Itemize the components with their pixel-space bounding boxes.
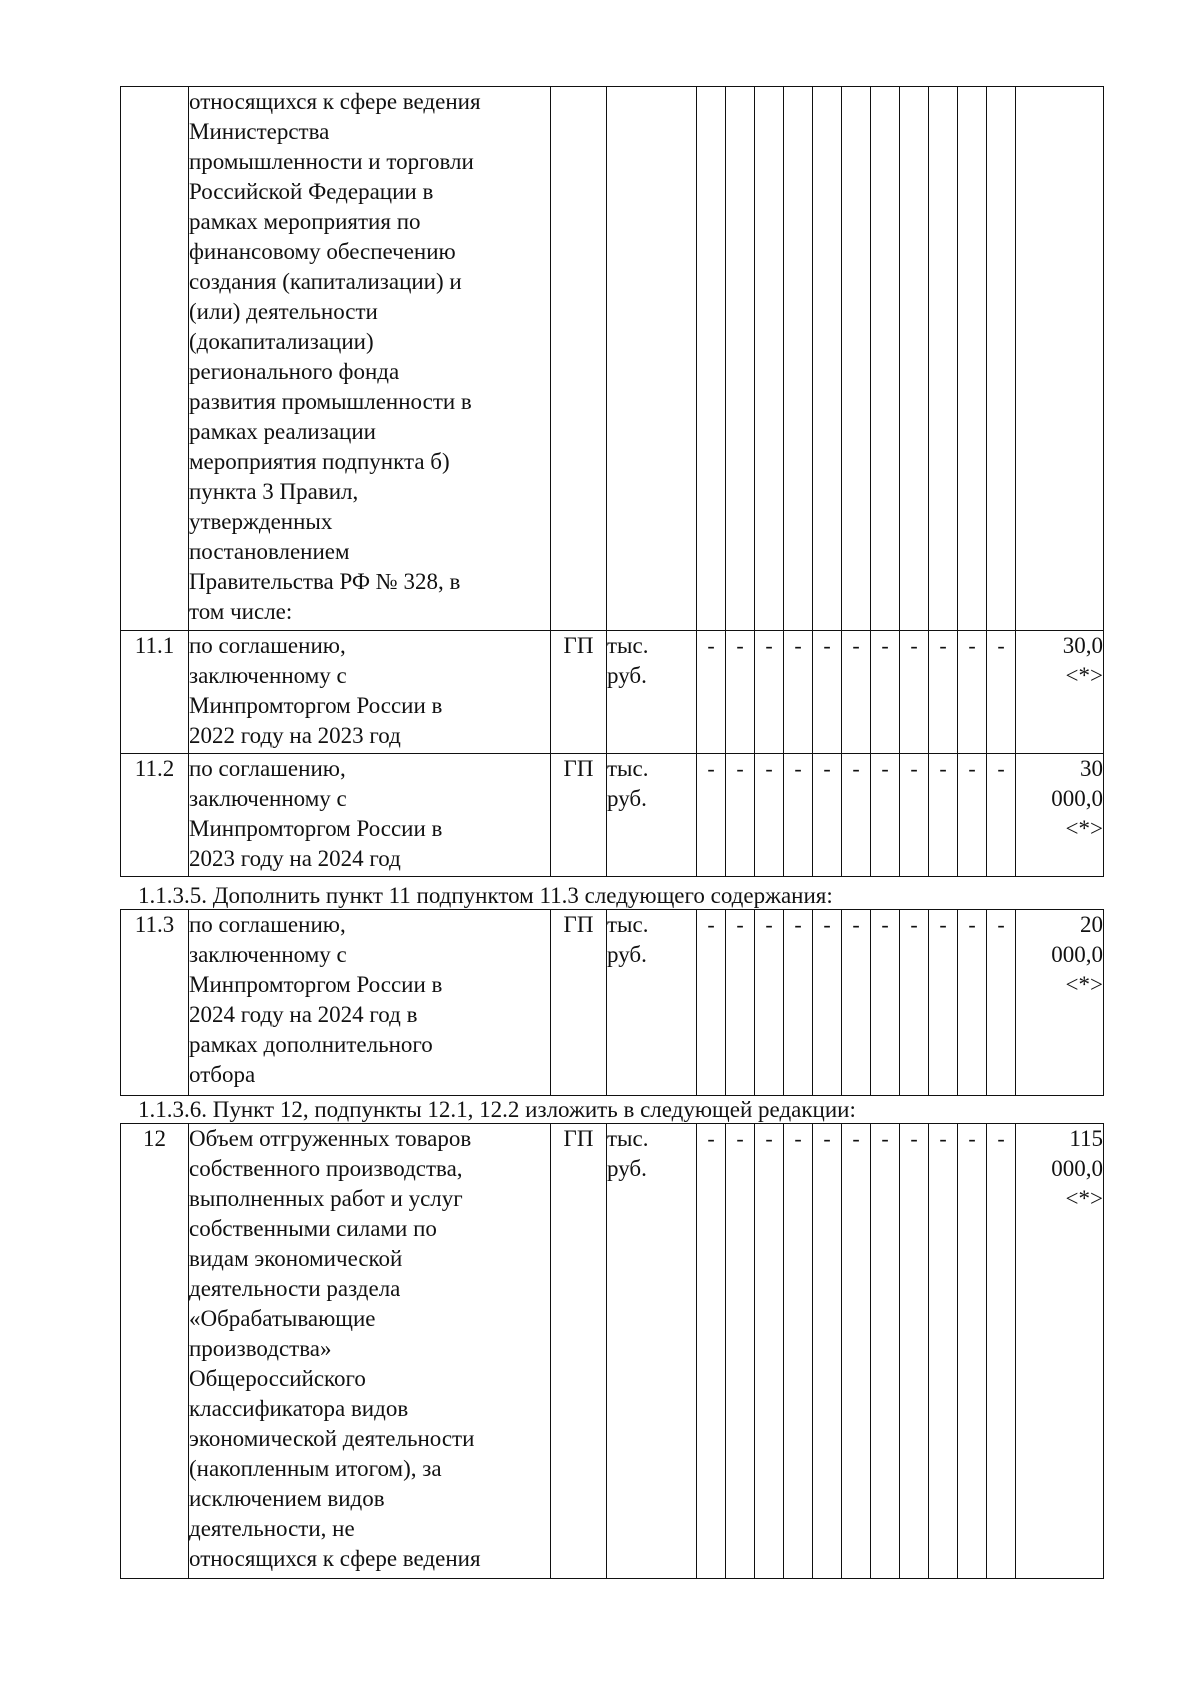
description-line: классификатора видов (189, 1396, 409, 1421)
table-row-11-2 (121, 754, 1104, 877)
year-value-cell: - (958, 1124, 987, 1579)
row-number-cell (121, 87, 189, 631)
description-line: том числе: (189, 599, 293, 624)
unit-cell (607, 631, 697, 754)
target-value-cell (1016, 754, 1104, 877)
year-value-cell: - (784, 1124, 813, 1579)
description-line: развития промышленности в (189, 389, 472, 414)
unit-cell (607, 754, 697, 877)
unit-line: тыс. (607, 912, 649, 937)
year-value-cell: - (958, 910, 987, 1096)
description-line: рамках дополнительного (189, 1032, 433, 1057)
table-row-11-3 (121, 910, 1104, 1096)
indicators-table-12 (120, 1123, 1104, 1579)
year-value-cell: - (726, 1124, 755, 1579)
row-description-cell (189, 87, 551, 631)
description-line: деятельности, не (189, 1516, 355, 1541)
table-row-continuation (121, 87, 1104, 631)
row-number-cell: 12 (121, 1124, 189, 1579)
year-value-cell: - (813, 1124, 842, 1579)
description-line: утвержденных (189, 509, 333, 534)
target-value-cell (1016, 631, 1104, 754)
year-value-cell: - (871, 631, 900, 754)
description-line: производства» (189, 1336, 332, 1361)
amendment-note-1-1-3-6: 1.1.3.6. Пункт 12, подпункты 12.1, 12.2 изложить в следующей редакции: (138, 1097, 856, 1122)
year-value-cell: - (958, 754, 987, 877)
year-value-cell: - (784, 631, 813, 754)
description-line: (накопленным итогом), за (189, 1456, 442, 1481)
year-value-cell: - (929, 910, 958, 1096)
unit-line: руб. (607, 942, 647, 967)
year-value-cell: - (755, 631, 784, 754)
unit-line: руб. (607, 1156, 647, 1181)
description-line: Минпромторгом России в (189, 972, 443, 997)
value-line: 115 (1069, 1126, 1103, 1151)
year-value-cell: - (755, 1124, 784, 1579)
row-description-cell (189, 754, 551, 877)
year-value-cell: - (929, 1124, 958, 1579)
description-line: регионального фонда (189, 359, 400, 384)
description-line: рамках мероприятия по (189, 209, 421, 234)
description-line: по соглашению, (189, 912, 346, 937)
description-line: Правительства РФ № 328, в (189, 569, 461, 594)
year-value-cell: - (697, 910, 726, 1096)
year-value-cell: - (900, 910, 929, 1096)
unit-cell (607, 910, 697, 1096)
target-value-cell (1016, 1124, 1104, 1579)
year-value-cell: - (784, 910, 813, 1096)
year-value-cell: - (987, 631, 1016, 754)
description-line: по соглашению, (189, 633, 346, 658)
year-value-cell: - (987, 910, 1016, 1096)
description-line: Минпромторгом России в (189, 693, 443, 718)
responsible-cell: ГП (551, 754, 607, 877)
description-line: по соглашению, (189, 756, 346, 781)
description-line: собственными силами по (189, 1216, 437, 1241)
year-value-cell: - (871, 754, 900, 877)
year-value-cell: - (697, 1124, 726, 1579)
description-line: Общероссийского (189, 1366, 366, 1391)
indicators-table-continuation (120, 86, 1104, 877)
year-value-cell: - (900, 1124, 929, 1579)
unit-line: тыс. (607, 756, 649, 781)
responsible-cell: ГП (551, 910, 607, 1096)
value-line: <*> (1065, 1186, 1103, 1211)
description-line: экономической деятельности (189, 1426, 475, 1451)
description-line: 2023 году на 2024 год (189, 846, 401, 871)
description-line: заключенному с (189, 663, 347, 688)
description-line: «Обрабатывающие (189, 1306, 376, 1331)
description-line: создания (капитализации) и (189, 269, 462, 294)
unit-cell (607, 1124, 697, 1579)
description-line: промышленности и торговли (189, 149, 474, 174)
year-value-cell: - (987, 1124, 1016, 1579)
year-value-cell: - (900, 631, 929, 754)
description-line: Российской Федерации в (189, 179, 434, 204)
year-value-cell: - (755, 910, 784, 1096)
description-lines (189, 87, 550, 627)
year-value-cell: - (755, 754, 784, 877)
row-description-cell (189, 910, 551, 1096)
year-value-cell: - (871, 910, 900, 1096)
year-value-cell: - (813, 631, 842, 754)
row-number-cell: 11.3 (121, 910, 189, 1096)
value-line: 000,0 (1051, 1156, 1103, 1181)
row-number-cell: 11.2 (121, 754, 189, 877)
row-number-cell: 11.1 (121, 631, 189, 754)
description-line: финансовому обеспечению (189, 239, 456, 264)
year-value-cell: - (813, 910, 842, 1096)
description-line: 2022 году на 2023 год (189, 723, 401, 748)
year-value-cell: - (871, 1124, 900, 1579)
description-line: (или) деятельности (189, 299, 378, 324)
description-line: (докапитализации) (189, 329, 374, 354)
target-value-cell (1016, 910, 1104, 1096)
value-line: 000,0 (1051, 786, 1103, 811)
year-value-cell: - (726, 910, 755, 1096)
year-value-cell: - (929, 754, 958, 877)
value-line: <*> (1065, 663, 1103, 688)
year-value-cell: - (784, 754, 813, 877)
description-line: относящихся к сфере ведения (189, 1546, 481, 1571)
description-line: постановлением (189, 539, 350, 564)
description-line: отбора (189, 1062, 256, 1087)
description-line: заключенному с (189, 786, 347, 811)
amendment-note-1-1-3-5: 1.1.3.5. Дополнить пункт 11 подпунктом 11.3 следующего содержания: (138, 883, 833, 908)
indicators-table-11-3 (120, 909, 1104, 1096)
description-line: Министерства (189, 119, 330, 144)
year-value-cell: - (726, 754, 755, 877)
value-line: 000,0 (1051, 942, 1103, 967)
year-value-cell: - (842, 631, 871, 754)
year-value-cell: - (842, 1124, 871, 1579)
unit-line: тыс. (607, 633, 649, 658)
value-line: <*> (1065, 816, 1103, 841)
row-description-cell (189, 631, 551, 754)
unit-line: руб. (607, 663, 647, 688)
description-line: Объем отгруженных товаров (189, 1126, 472, 1151)
unit-line: тыс. (607, 1126, 649, 1151)
year-value-cell: - (697, 754, 726, 877)
value-line: 30,0 (1062, 633, 1103, 658)
description-line: видам экономической (189, 1246, 403, 1271)
year-value-cell: - (813, 754, 842, 877)
description-line: рамках реализации (189, 419, 376, 444)
row-description-cell (189, 1124, 551, 1579)
description-line: относящихся к сфере ведения (189, 89, 481, 114)
unit-line: руб. (607, 786, 647, 811)
description-line: мероприятия подпункта б) (189, 449, 450, 474)
description-line: Минпромторгом России в (189, 816, 443, 841)
year-value-cell: - (842, 910, 871, 1096)
description-line: исключением видов (189, 1486, 385, 1511)
value-line: 20 (1080, 912, 1103, 937)
description-line: деятельности раздела (189, 1276, 401, 1301)
table-row-11-1 (121, 631, 1104, 754)
description-line: пункта 3 Правил, (189, 479, 359, 504)
value-line: <*> (1065, 972, 1103, 997)
description-line: выполненных работ и услуг (189, 1186, 463, 1211)
responsible-cell: ГП (551, 631, 607, 754)
year-value-cell: - (842, 754, 871, 877)
year-value-cell: - (958, 631, 987, 754)
year-value-cell: - (987, 754, 1016, 877)
year-value-cell: - (900, 754, 929, 877)
year-value-cell: - (726, 631, 755, 754)
year-value-cell: - (697, 631, 726, 754)
table-row-12 (121, 1124, 1104, 1579)
description-line: заключенному с (189, 942, 347, 967)
value-line: 30 (1080, 756, 1103, 781)
year-value-cell: - (929, 631, 958, 754)
description-line: 2024 году на 2024 год в (189, 1002, 418, 1027)
description-line: собственного производства, (189, 1156, 463, 1181)
responsible-cell: ГП (551, 1124, 607, 1579)
